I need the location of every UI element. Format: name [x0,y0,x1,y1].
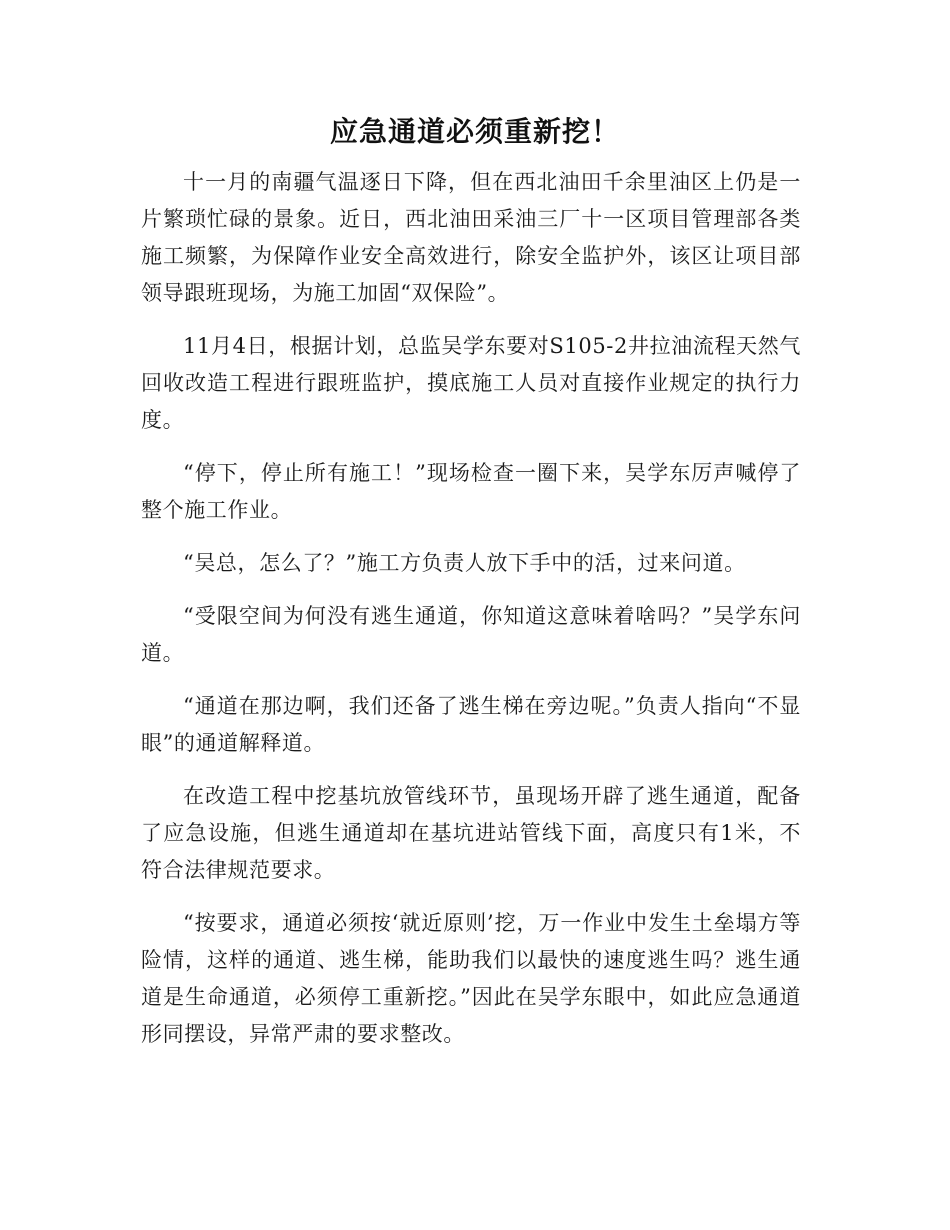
paragraph-2: 11月4日，根据计划，总监吴学东要对S105-2井拉油流程天然气回收改造工程进行跟班监护，摸底施工人员对直接作业规定的执行力度。 [141,334,801,432]
paragraph-8: “按要求，通道必须按‘就近原则’挖，万一作业中发生土垒塌方等险情，这样的通道、逃生梯，能助我们以最快的速度逃生吗？逃生通道是生命通道，必须停工重新挖。”因此在吴学东眼中，如此应急通道形同摆设，异常严肃的要求整改。 [141,911,801,1046]
paragraph-7: 在改造工程中挖基坑放管线环节，虽现场开辟了逃生通道，配备了应急设施，但逃生通道却在基坑进站管线下面，高度只有1米，不符合法律规范要求。 [141,784,801,882]
paragraph-3: “停下，停止所有施工！”现场检查一圈下来，吴学东厉声喊停了整个施工作业。 [141,461,801,522]
paragraph-6: “通道在那边啊，我们还备了逃生梯在旁边呢。”负责人指向“不显眼”的通道解释道。 [141,694,801,755]
paragraph-5: “受限空间为何没有逃生通道，你知道这意味着啥吗？”吴学东问道。 [141,604,801,665]
document-title: 应急通道必须重新挖！ [329,115,620,148]
paragraph-1: 十一月的南疆气温逐日下降，但在西北油田千余里油区上仍是一片繁琐忙碌的景象。近日，西北油田采油三厂十一区项目管理部各类施工频繁，为保障作业安全高效进行，除安全监护外，该区让项目部领导跟班现场，为施工加固“双保险”。 [141,170,801,305]
document-body [141,164,801,1069]
paragraph-4: “吴总，怎么了？”施工方负责人放下手中的活，过来问道。 [183,551,746,575]
